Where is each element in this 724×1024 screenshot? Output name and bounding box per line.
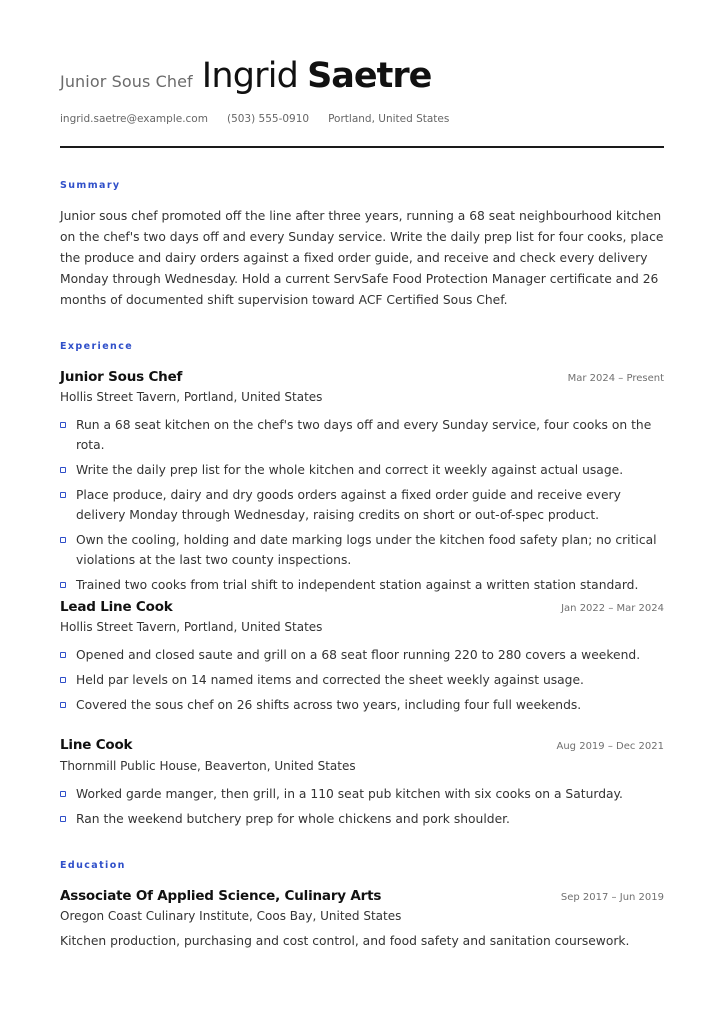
experience-heading: Experience	[60, 341, 134, 352]
list-item: Run a 68 seat kitchen on the chef's two days off and every Sunday service, four cooks on the rota.	[60, 415, 670, 455]
education-dates: Sep 2017 – Jun 2019	[560, 892, 664, 903]
job-bullets	[60, 645, 670, 720]
job-organization: Thornmill Public House, Beaverton, United States	[60, 759, 356, 773]
header-divider	[60, 146, 664, 148]
last-name: Saetre	[307, 56, 432, 96]
square-bullet-icon	[60, 492, 66, 498]
job-title: Line Cook	[60, 737, 133, 753]
square-bullet-icon	[60, 652, 66, 658]
job-dates: Aug 2019 – Dec 2021	[556, 741, 664, 752]
job-bullets	[60, 784, 670, 834]
job-dates: Jan 2022 – Mar 2024	[561, 603, 664, 614]
square-bullet-icon	[60, 422, 66, 428]
contact-info	[60, 113, 468, 125]
square-bullet-icon	[60, 702, 66, 708]
list-item: Trained two cooks from trial shift to independent station against a written station standard.	[60, 575, 670, 595]
resume-header	[60, 56, 664, 96]
job-title: Junior Sous Chef	[60, 369, 183, 385]
square-bullet-icon	[60, 582, 66, 588]
school-name: Oregon Coast Culinary Institute, Coos Bay, United States	[60, 909, 402, 923]
square-bullet-icon	[60, 467, 66, 473]
job-organization: Hollis Street Tavern, Portland, United States	[60, 620, 323, 634]
square-bullet-icon	[60, 537, 66, 543]
contact-phone[interactable]: (503) 555-0910	[226, 113, 310, 125]
education-heading: Education	[60, 860, 126, 871]
job-title: Lead Line Cook	[60, 599, 173, 615]
list-item: Write the daily prep list for the whole kitchen and correct it weekly against actual usage.	[60, 460, 670, 480]
list-item: Ran the weekend butchery prep for whole chickens and pork shoulder.	[60, 809, 670, 829]
summary-text: Junior sous chef promoted off the line after three years, running a 68 seat neighbourhood kitchen on the chef's two days off and every Sunday service. Write the daily prep list for four cooks, place the produce and dairy orders against a fixed order guide, and receive and check every delivery Monday through Wednesday. Hold a current ServSafe Food Protection Manager certificate and 26 months of documented shift supervision toward ACF Certified Sous Chef.	[60, 209, 664, 307]
contact-location: Portland, United States	[328, 113, 450, 125]
list-item: Opened and closed saute and grill on a 68 seat floor running 220 to 280 covers a weekend.	[60, 645, 670, 665]
list-item: Place produce, dairy and dry goods orders against a fixed order guide and receive every delivery Monday through Wednesday, raising credits on short or out-of-spec product.	[60, 485, 670, 525]
square-bullet-icon	[60, 677, 66, 683]
list-item: Held par levels on 14 named items and corrected the sheet weekly against usage.	[60, 670, 670, 690]
square-bullet-icon	[60, 816, 66, 822]
square-bullet-icon	[60, 791, 66, 797]
degree-title: Associate Of Applied Science, Culinary Arts	[60, 888, 382, 904]
education-note: Kitchen production, purchasing and cost control, and food safety and sanitation coursework.	[60, 934, 630, 948]
job-organization: Hollis Street Tavern, Portland, United States	[60, 390, 323, 404]
list-item: Worked garde manger, then grill, in a 110 seat pub kitchen with six cooks on a Saturday.	[60, 784, 670, 804]
job-dates: Mar 2024 – Present	[567, 373, 664, 384]
job-role: Junior Sous Chef	[60, 72, 193, 91]
job-bullets	[60, 415, 670, 600]
list-item: Covered the sous chef on 26 shifts across two years, including four full weekends.	[60, 695, 670, 715]
list-item: Own the cooling, holding and date marking logs under the kitchen food safety plan; no critical violations at the last two county inspections.	[60, 530, 670, 570]
contact-email[interactable]: ingrid.saetre@example.com	[60, 113, 208, 125]
first-name: Ingrid	[201, 56, 299, 96]
summary-heading: Summary	[60, 180, 121, 191]
